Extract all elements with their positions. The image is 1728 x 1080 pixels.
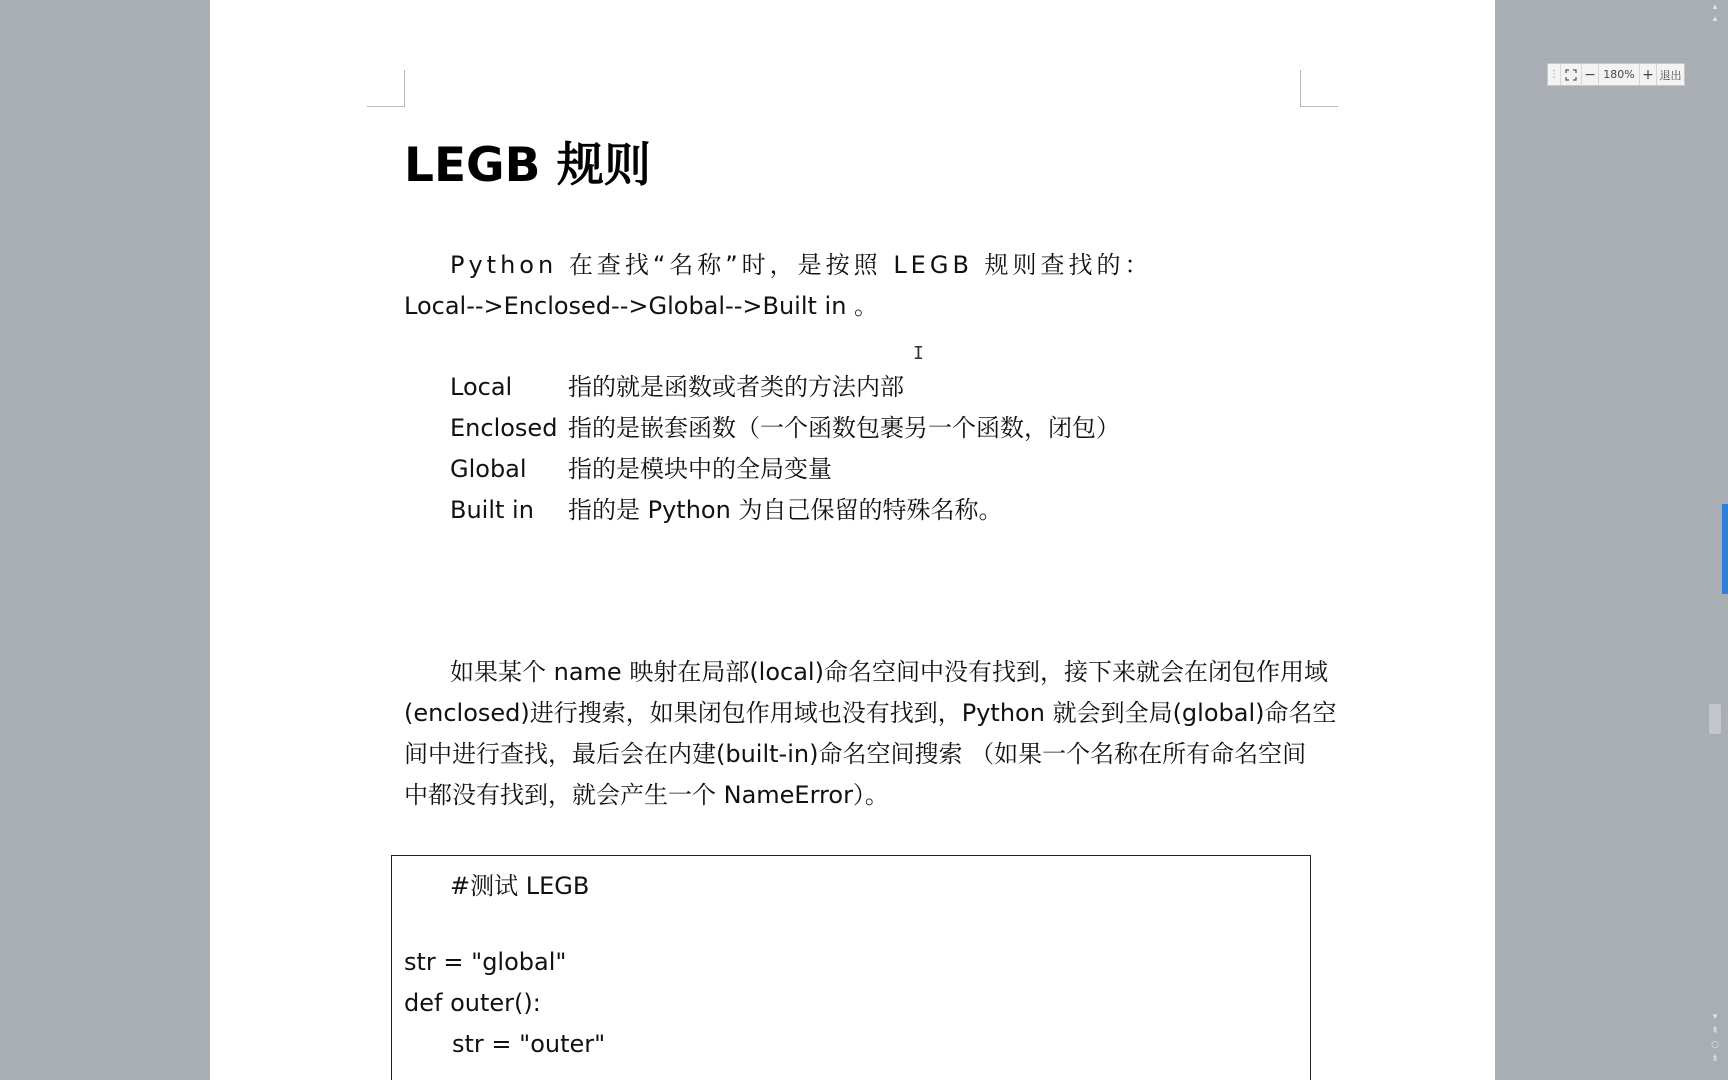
definition-desc: 指的是 Python 为自己保留的特殊名称。: [568, 496, 1003, 524]
definition-local: [450, 367, 1120, 408]
toolbar-grip-icon[interactable]: ⋮: [1548, 64, 1561, 85]
scroll-up-icon[interactable]: ▴: [1712, 14, 1718, 24]
exit-button[interactable]: 退出: [1659, 68, 1682, 82]
lookup-paragraph: [404, 652, 1337, 816]
zoom-out-button[interactable]: −: [1582, 64, 1599, 85]
zoom-toolbar: [1547, 63, 1685, 86]
margin-mark-top-left: [404, 70, 405, 107]
code-block: [391, 855, 1311, 1080]
text-cursor-icon: I: [913, 343, 924, 364]
paragraph-line: 间中进行查找，最后会在内建(built-in)命名空间搜索 （如果一个名称在所有命名空间: [404, 740, 1307, 768]
definition-builtin: [450, 490, 1120, 531]
definition-global: [450, 449, 1120, 490]
intro-line-2: Local-->Enclosed-->Global-->Built in 。: [404, 292, 879, 320]
paragraph-line: (enclosed)进行搜索，如果闭包作用域也没有找到，Python 就会到全局(global)命名空: [404, 699, 1337, 727]
definition-term: Global: [450, 455, 527, 483]
margin-mark-top-right: [1300, 70, 1301, 107]
scroll-top-icon[interactable]: ▴: [1712, 2, 1718, 12]
code-line-comment: #测试 LEGB: [450, 872, 590, 900]
side-panel-toggle[interactable]: [1722, 504, 1728, 594]
paragraph-line: 如果某个 name 映射在局部(local)命名空间中没有找到，接下来就会在闭包作用域: [450, 658, 1328, 686]
scroll-down-icon[interactable]: ▾: [1712, 1012, 1718, 1022]
definition-term: Enclosed: [450, 414, 558, 442]
prev-page-icon[interactable]: ⇞: [1711, 1026, 1719, 1036]
margin-mark-top-left-h: [367, 106, 405, 107]
select-browse-icon[interactable]: ○: [1711, 1040, 1719, 1050]
zoom-level[interactable]: 180%: [1599, 64, 1640, 85]
fit-page-button[interactable]: [1561, 64, 1582, 85]
code-line: def outer():: [404, 989, 541, 1017]
definition-desc: 指的就是函数或者类的方法内部: [568, 373, 904, 401]
document-page[interactable]: [210, 0, 1495, 1080]
zoom-in-button[interactable]: +: [1640, 64, 1657, 85]
definition-term: Built in: [450, 496, 534, 524]
definition-desc: 指的是模块中的全局变量: [568, 455, 832, 483]
code-line: str = "outer": [452, 1030, 606, 1058]
document-title: LEGB 规则: [404, 138, 651, 193]
code-line: str = "global": [404, 948, 567, 976]
scroll-thumb[interactable]: [1709, 704, 1721, 734]
definition-enclosed: [450, 408, 1120, 449]
fit-page-icon: [1565, 69, 1577, 81]
definition-term: Local: [450, 373, 513, 401]
definitions-list: [450, 367, 1120, 531]
next-page-icon[interactable]: ⇟: [1711, 1054, 1719, 1064]
margin-mark-top-right-h: [1300, 106, 1338, 107]
intro-line-1: Python 在查找“名称”时，是按照 LEGB 规则查找的：: [450, 251, 1153, 279]
paragraph-line: 中都没有找到，就会产生一个 NameError）。: [404, 781, 889, 809]
definition-desc: 指的是嵌套函数（一个函数包裹另一个函数，闭包）: [568, 414, 1120, 442]
